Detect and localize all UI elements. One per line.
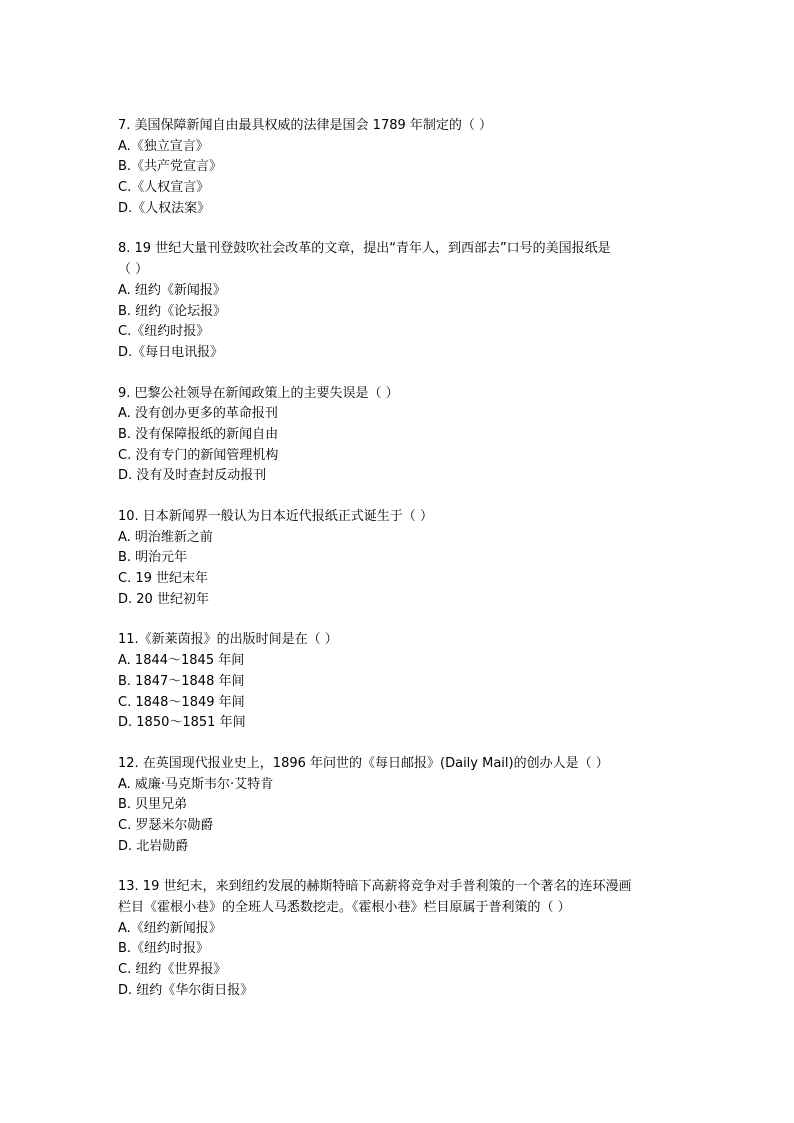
question-7 xyxy=(118,116,678,219)
question-stem: 7. 美国保障新闻自由最具权威的法律是国会 1789 年制定的（ ） xyxy=(118,118,493,133)
option-c: C. 1848～1849 年间 xyxy=(118,694,245,710)
option-d: D.《每日电讯报》 xyxy=(118,344,224,360)
option-c: C. 罗瑟米尔勋爵 xyxy=(118,817,214,833)
question-stem-continued: 栏目《霍根小巷》的全班人马悉数挖走。《霍根小巷》栏目原属于普利策的（ ） xyxy=(118,900,571,915)
option-d: D.《人权法案》 xyxy=(118,200,211,216)
option-a: A.《纽约新闻报》 xyxy=(118,920,222,936)
option-b: B. 没有保障报纸的新闻自由 xyxy=(118,426,279,442)
question-stem: 12. 在英国现代报业史上，1896 年问世的《每日邮报》(Daily Mail)的创办人是（ ） xyxy=(118,755,609,771)
question-stem: 11.《新莱茵报》的出版时间是在（ ） xyxy=(118,632,338,648)
question-8 xyxy=(118,239,678,363)
option-d: D. 没有及时查封反动报刊 xyxy=(118,468,267,484)
option-d: D. 1850～1851 年间 xyxy=(118,715,246,731)
option-b: B. 1847～1848 年间 xyxy=(118,673,245,689)
option-b: B. 贝里兄弟 xyxy=(118,797,188,813)
document-page xyxy=(118,116,678,1021)
question-stem: 9. 巴黎公社领导在新闻政策上的主要失误是（ ） xyxy=(118,385,399,401)
option-d: D. 20 世纪初年 xyxy=(118,591,209,607)
option-b: B.《共产党宣言》 xyxy=(118,159,223,175)
option-c: C. 纽约《世界报》 xyxy=(118,962,227,978)
option-d: D. 北岩勋爵 xyxy=(118,838,189,854)
option-d: D. 纽约《华尔街日报》 xyxy=(118,982,254,998)
option-c: C.《人权宣言》 xyxy=(118,180,210,196)
question-stem-continued: （ ） xyxy=(118,262,149,278)
question-13 xyxy=(118,877,678,1001)
question-11 xyxy=(118,630,678,733)
option-a: A. 威廉·马克斯韦尔·艾特肯 xyxy=(118,776,274,792)
option-b: B.《纽约时报》 xyxy=(118,941,210,957)
question-stem: 8. 19 世纪大量刊登鼓吹社会改革的文章，提出“青年人，到西部去”口号的美国报纸是 xyxy=(118,241,611,257)
option-b: B. 明治元年 xyxy=(118,550,188,566)
option-b: B. 纽约《论坛报》 xyxy=(118,303,227,319)
question-9 xyxy=(118,384,678,487)
question-stem: 13. 19 世纪末，来到纽约发展的赫斯特暗下高薪将竞争对手普利策的一个著名的连环漫画 xyxy=(118,879,632,895)
option-c: C.《纽约时报》 xyxy=(118,324,210,340)
question-10 xyxy=(118,507,678,610)
option-a: A.《独立宣言》 xyxy=(118,138,209,154)
option-c: C. 没有专门的新闻管理机构 xyxy=(118,447,279,463)
option-a: A. 没有创办更多的革命报刊 xyxy=(118,406,278,422)
option-a: A. 明治维新之前 xyxy=(118,529,213,545)
question-12 xyxy=(118,754,678,857)
option-c: C. 19 世纪末年 xyxy=(118,571,209,587)
question-stem: 10. 日本新闻界一般认为日本近代报纸正式诞生于（ ） xyxy=(118,509,433,524)
option-a: A. 1844～1845 年间 xyxy=(118,653,245,669)
option-a: A. 纽约《新闻报》 xyxy=(118,282,226,298)
